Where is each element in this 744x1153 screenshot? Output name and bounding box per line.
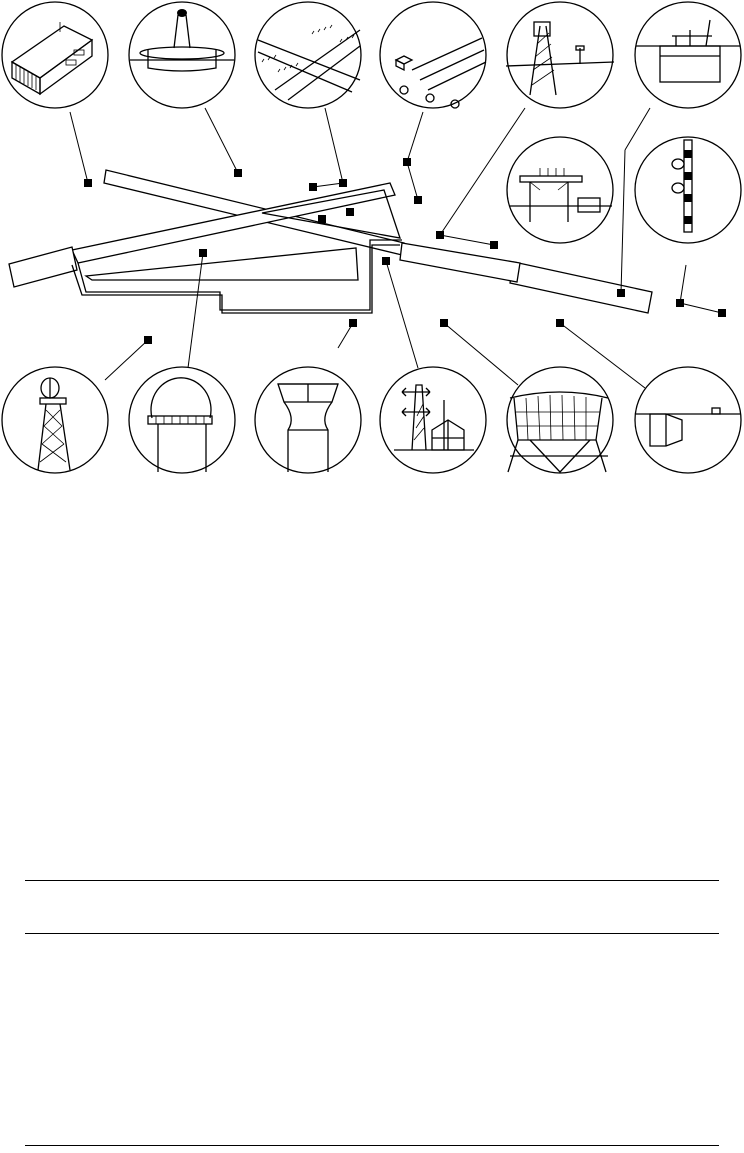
runway-connector-east <box>400 243 520 282</box>
rotating-beacon-icon <box>129 2 235 108</box>
runway-lights-icon <box>255 2 361 108</box>
glide-slope-table-icon <box>507 137 613 243</box>
table-bottom-rule <box>25 1145 719 1146</box>
radar-tower-icon <box>2 367 108 473</box>
table-top-rule <box>25 880 719 881</box>
hangar-roof-antenna-icon <box>635 2 741 108</box>
runway-end-east <box>510 262 652 313</box>
windsock-pole-icon <box>635 137 741 243</box>
runway-main <box>72 183 395 263</box>
antenna-building-icon <box>380 367 486 473</box>
ils-lattice-mast-icon <box>506 2 614 108</box>
threshold-lights-icon <box>380 2 486 108</box>
control-tower-icon <box>255 367 361 473</box>
taxiway <box>72 245 400 313</box>
table-body <box>25 945 719 1125</box>
table-header-rule <box>25 933 719 934</box>
terminal-building-icon <box>507 367 613 473</box>
airport-equipment-diagram <box>0 0 744 480</box>
runway-end-west <box>9 247 77 287</box>
hangar-icon <box>2 2 108 108</box>
radome-icon <box>129 367 235 473</box>
table-header <box>25 890 719 920</box>
localizer-shelter-icon <box>635 367 741 473</box>
